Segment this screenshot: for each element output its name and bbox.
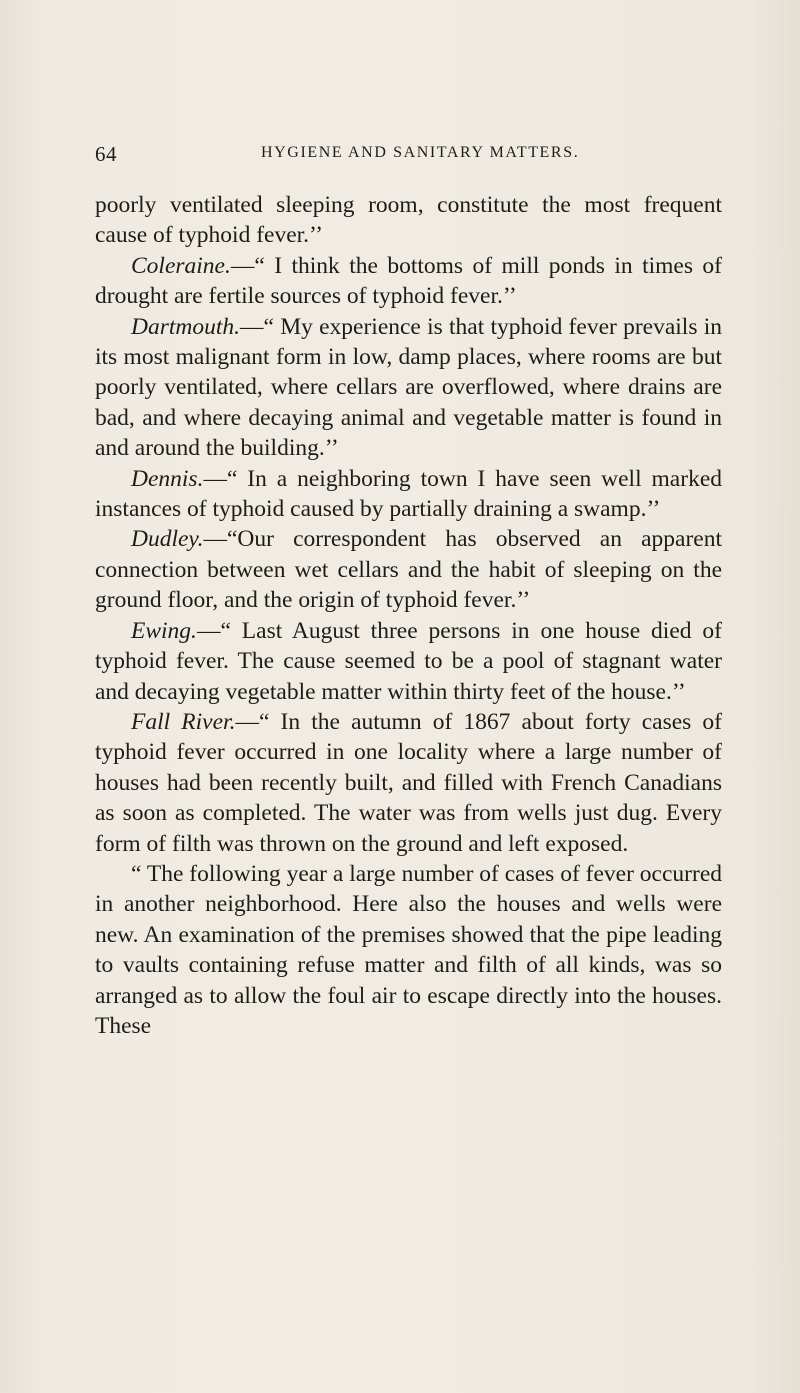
paragraph-ewing <box>95 616 722 707</box>
place-name: Ewing. <box>131 617 197 644</box>
paragraph-dartmouth <box>95 312 722 464</box>
place-name: Coleraine. <box>131 252 231 279</box>
body-text <box>95 190 722 1041</box>
page-number: 64 <box>95 142 117 166</box>
running-head: HYGIENE AND SANITARY MATTERS. <box>261 144 580 161</box>
paragraph-dudley <box>95 524 722 615</box>
paragraph-text: —“ In the autumn of 1867 about forty cases of typhoid fever occurred in one locality where a large number of houses had been recently built, and filled with French Canadians as soon as completed. The water was from wells just dug. Every form of filth was thrown on the ground and left exposed. <box>95 708 723 857</box>
place-name: Fall River. <box>131 708 236 735</box>
paragraph-fall-river <box>95 707 722 859</box>
paragraph-text: —“ In a neighboring town I have seen well marked instances of typhoid caused by partially draining a swamp.’’ <box>95 465 722 523</box>
place-name: Dudley. <box>131 526 204 553</box>
place-name: Dartmouth. <box>131 313 241 340</box>
page-header <box>95 142 715 170</box>
paragraph-following-year <box>95 859 722 1041</box>
paragraph-continuation <box>95 190 722 251</box>
paragraph-text: —“Our correspondent has observed an apparent connection between wet cellars and the habit of sleeping on the ground floor, and the origin of typhoid fever.’’ <box>95 526 722 614</box>
paragraph-dennis <box>95 464 722 525</box>
paragraph-coleraine <box>95 251 722 312</box>
paragraph-text: —“ I think the bottoms of mill ponds in times of drought are fertile sources of typhoid fever.’’ <box>95 252 722 310</box>
paragraph-text: —“ My experience is that typhoid fever prevails in its most malignant form in low, damp places, where rooms are but poorly ventilated, where cellars are overflowed, where drains are bad, and where decaying animal and vegetable matter is found in and around the building.’’ <box>95 313 722 462</box>
paragraph-text: —“ Last August three persons in one house died of typhoid fever. The cause seemed to be a pool of stagnant water and decaying vegetable matter within thirty feet of the house.’’ <box>95 617 722 705</box>
paragraph-text: poorly ventilated sleeping room, constitute the most frequent cause of typhoid fever.’’ <box>95 192 722 249</box>
paragraph-text: “ The following year a large number of cases of fever occurred in another neighborhood. Here also the houses and wells were new. An examination of the premises showed that the pipe leading to vaults containing refuse matter and filth of all kinds, was so arranged as to allow the foul air to escape directly into the houses. These <box>95 860 722 1039</box>
place-name: Dennis. <box>131 465 204 492</box>
